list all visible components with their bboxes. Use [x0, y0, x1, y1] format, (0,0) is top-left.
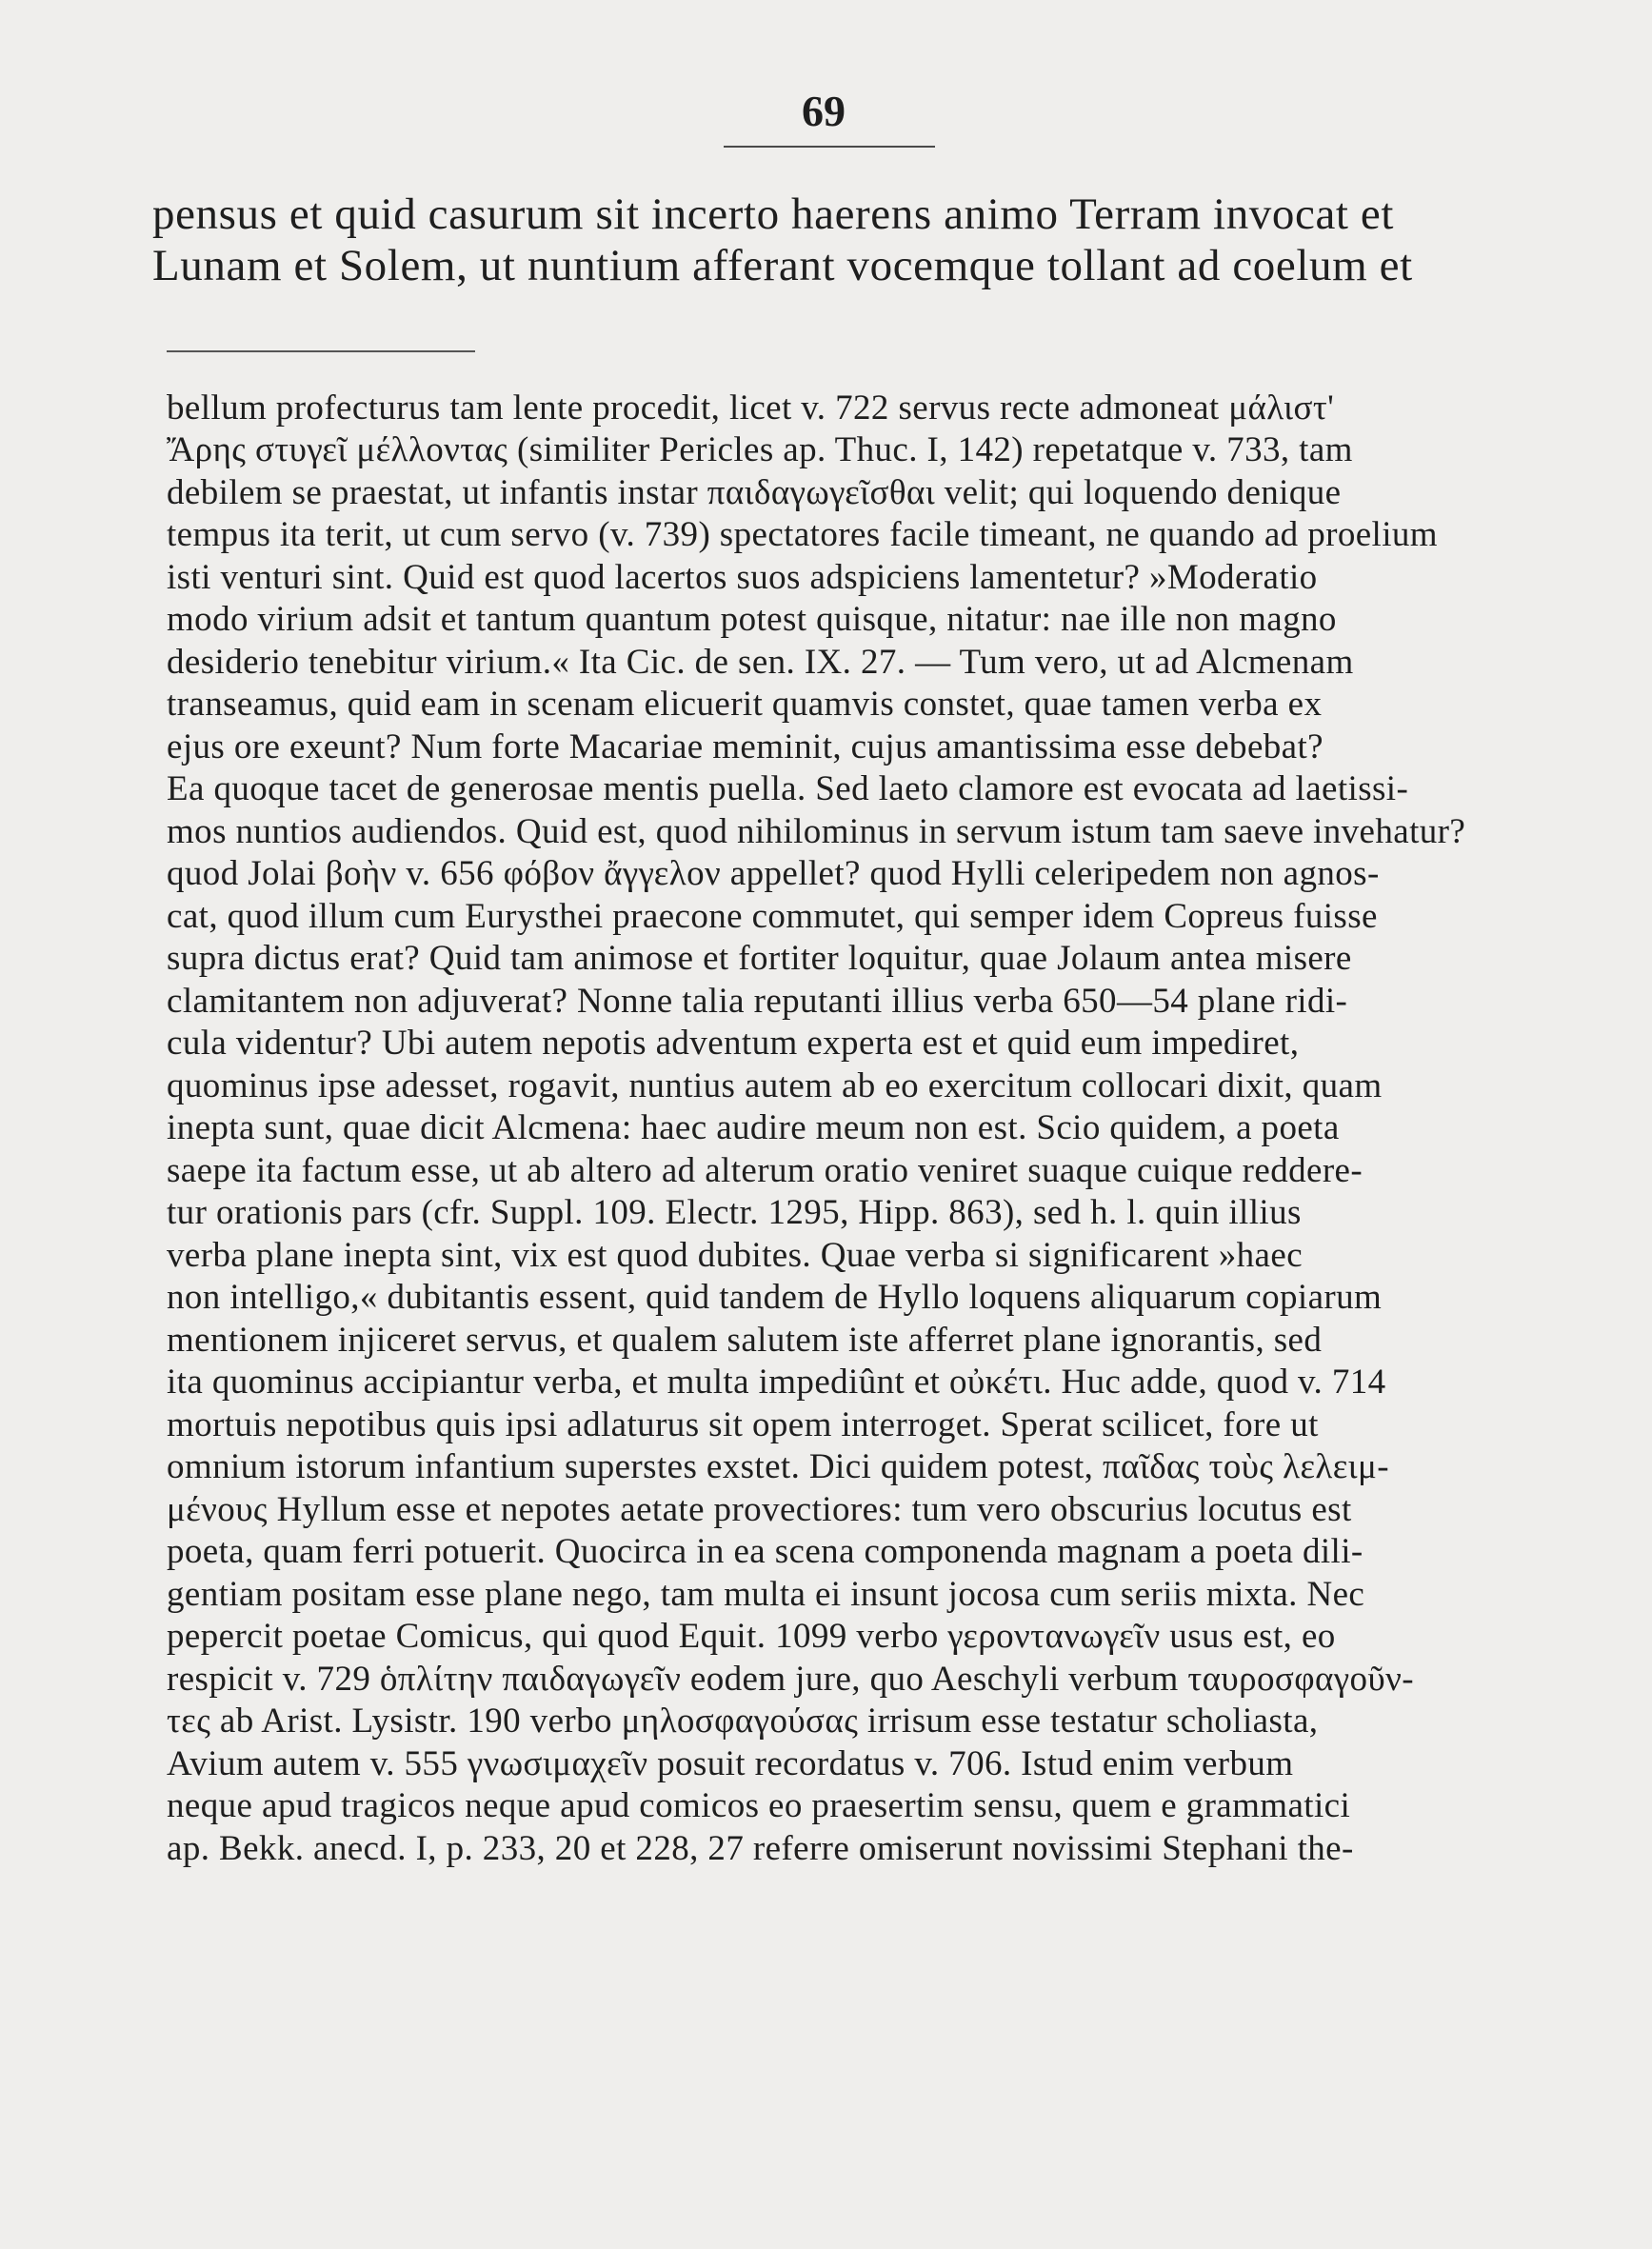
footnote-line: ejus ore exeunt? Num forte Macariae meminit, cujus amantissima esse debebat? — [167, 727, 1324, 766]
footnote-line: mentionem injiceret servus, et qualem salutem iste afferret plane ignorantis, sed — [167, 1321, 1323, 1360]
footnote-separator — [167, 350, 475, 352]
footnote-line: supra dictus erat? Quid tam animose et fortiter loquitur, quae Jolaum antea misere — [167, 939, 1352, 978]
footnote-line: neque apud tragicos neque apud comicos eo praesertim sensu, quem e grammatici — [167, 1786, 1351, 1825]
footnote-line: transeamus, quid eam in scenam elicuerit quamvis constet, quae tamen verba ex — [167, 685, 1323, 724]
footnote-line: respicit v. 729 ὁπλίτην παιδαγωγεῖν eodem jure, quo Aeschyli verbum ταυροσφαγοῦν- — [167, 1660, 1415, 1699]
footnote-line: clamitantem non adjuverat? Nonne talia reputanti illius verba 650—54 plane ridi- — [167, 982, 1348, 1021]
footnote-line: Avium autem v. 555 γνωσιμαχεῖν posuit recordatus v. 706. Istud enim verbum — [167, 1744, 1294, 1783]
footnote-line: cula videntur? Ubi autem nepotis adventum experta est et quid eum impediret, — [167, 1024, 1300, 1063]
footnote-line: inepta sunt, quae dicit Alcmena: haec audire meum non est. Scio quidem, a poeta — [167, 1108, 1340, 1147]
footnote-line: bellum profecturus tam lente procedit, licet v. 722 servus recte admoneat μάλιστ' — [167, 388, 1335, 428]
footnote-line: mortuis nepotibus quis ipsi adlaturus sit opem interroget. Sperat scilicet, fore ut — [167, 1405, 1319, 1444]
footnote-line: verba plane inepta sint, vix est quod dubites. Quae verba si significarent »haec — [167, 1236, 1304, 1275]
footnote-line: desiderio tenebitur virium.« Ita Cic. de sen. IX. 27. — Tum vero, ut ad Alcmenam — [167, 643, 1354, 682]
footnote-line: quod Jolai βοὴν v. 656 φόβον ἄγγελον appellet? quod Hylli celeripedem non agnos- — [167, 854, 1380, 893]
footnote-line: ap. Bekk. anecd. I, p. 233, 20 et 228, 27 referre omiserunt novissimi Stephani the- — [167, 1829, 1354, 1868]
footnote-line: Ἄρης στυγεῖ μέλλοντας (similiter Pericles ap. Thuc. I, 142) repetatque v. 733, tam — [167, 430, 1353, 469]
footnote-line: non intelligo,« dubitantis essent, quid tandem de Hyllo loquens aliquarum copiarum — [167, 1278, 1383, 1317]
footnote-line: ita quominus accipiantur verba, et multa impediûnt et οὐκέτι. Huc adde, quod v. 714 — [167, 1363, 1386, 1402]
page-number: 69 — [802, 87, 846, 135]
footnote-line: pepercit poetae Comicus, qui quod Equit. 1099 verbo γεροντανωγεῖν usus est, eo — [167, 1617, 1336, 1656]
footnote-line: Ea quoque tacet de generosae mentis puella. Sed laeto clamore est evocata ad laetissi- — [167, 769, 1409, 808]
footnote-line: tur orationis pars (cfr. Suppl. 109. Electr. 1295, Hipp. 863), sed h. l. quin illius — [167, 1193, 1302, 1232]
footnote-line: saepe ita factum esse, ut ab altero ad alterum oratio veniret suaque cuique reddere- — [167, 1151, 1363, 1190]
page-number-rule — [724, 146, 935, 148]
footnote-line: μένους Hyllum esse et nepotes aetate provectiores: tum vero obscurius locutus est — [167, 1490, 1352, 1529]
main-text-line: Lunam et Solem, ut nuntium afferant vocemque tollant ad coelum et — [152, 241, 1413, 290]
footnote-line: mos nuntios audiendos. Quid est, quod nihilominus in servum istum tam saeve invehatur? — [167, 812, 1466, 851]
footnote-line: gentiam positam esse plane nego, tam multa ei insunt jocosa cum seriis mixta. Nec — [167, 1575, 1365, 1614]
footnote-line: poeta, quam ferri potuerit. Quocirca in ea scena componenda magnam a poeta dili- — [167, 1532, 1363, 1571]
footnote-line: quominus ipse adesset, rogavit, nuntius autem ab eo exercitum collocari dixit, quam — [167, 1066, 1383, 1105]
footnote-line: τες ab Arist. Lysistr. 190 verbo μηλοσφαγούσας irrisum esse testatur scholiasta, — [167, 1702, 1319, 1741]
footnote-line: debilem se praestat, ut infantis instar παιδαγωγεῖσθαι velit; qui loquendo denique — [167, 473, 1342, 512]
footnote-line: modo virium adsit et tantum quantum potest quisque, nitatur: nae ille non magno — [167, 600, 1337, 639]
footnote-line: cat, quod illum cum Eurysthei praecone commutet, qui semper idem Copreus fuisse — [167, 897, 1378, 936]
main-text-line: pensus et quid casurum sit incerto haerens animo Terram invocat et — [152, 189, 1395, 239]
footnote-line: omnium istorum infantium superstes exstet. Dici quidem potest, παῖδας τοὺς λελειμ- — [167, 1447, 1389, 1486]
footnote-line: isti venturi sint. Quid est quod lacertos suos adspiciens lamentetur? »Moderatio — [167, 558, 1318, 597]
footnote-line: tempus ita terit, ut cum servo (v. 739) spectatores facile timeant, ne quando ad proelium — [167, 515, 1438, 554]
